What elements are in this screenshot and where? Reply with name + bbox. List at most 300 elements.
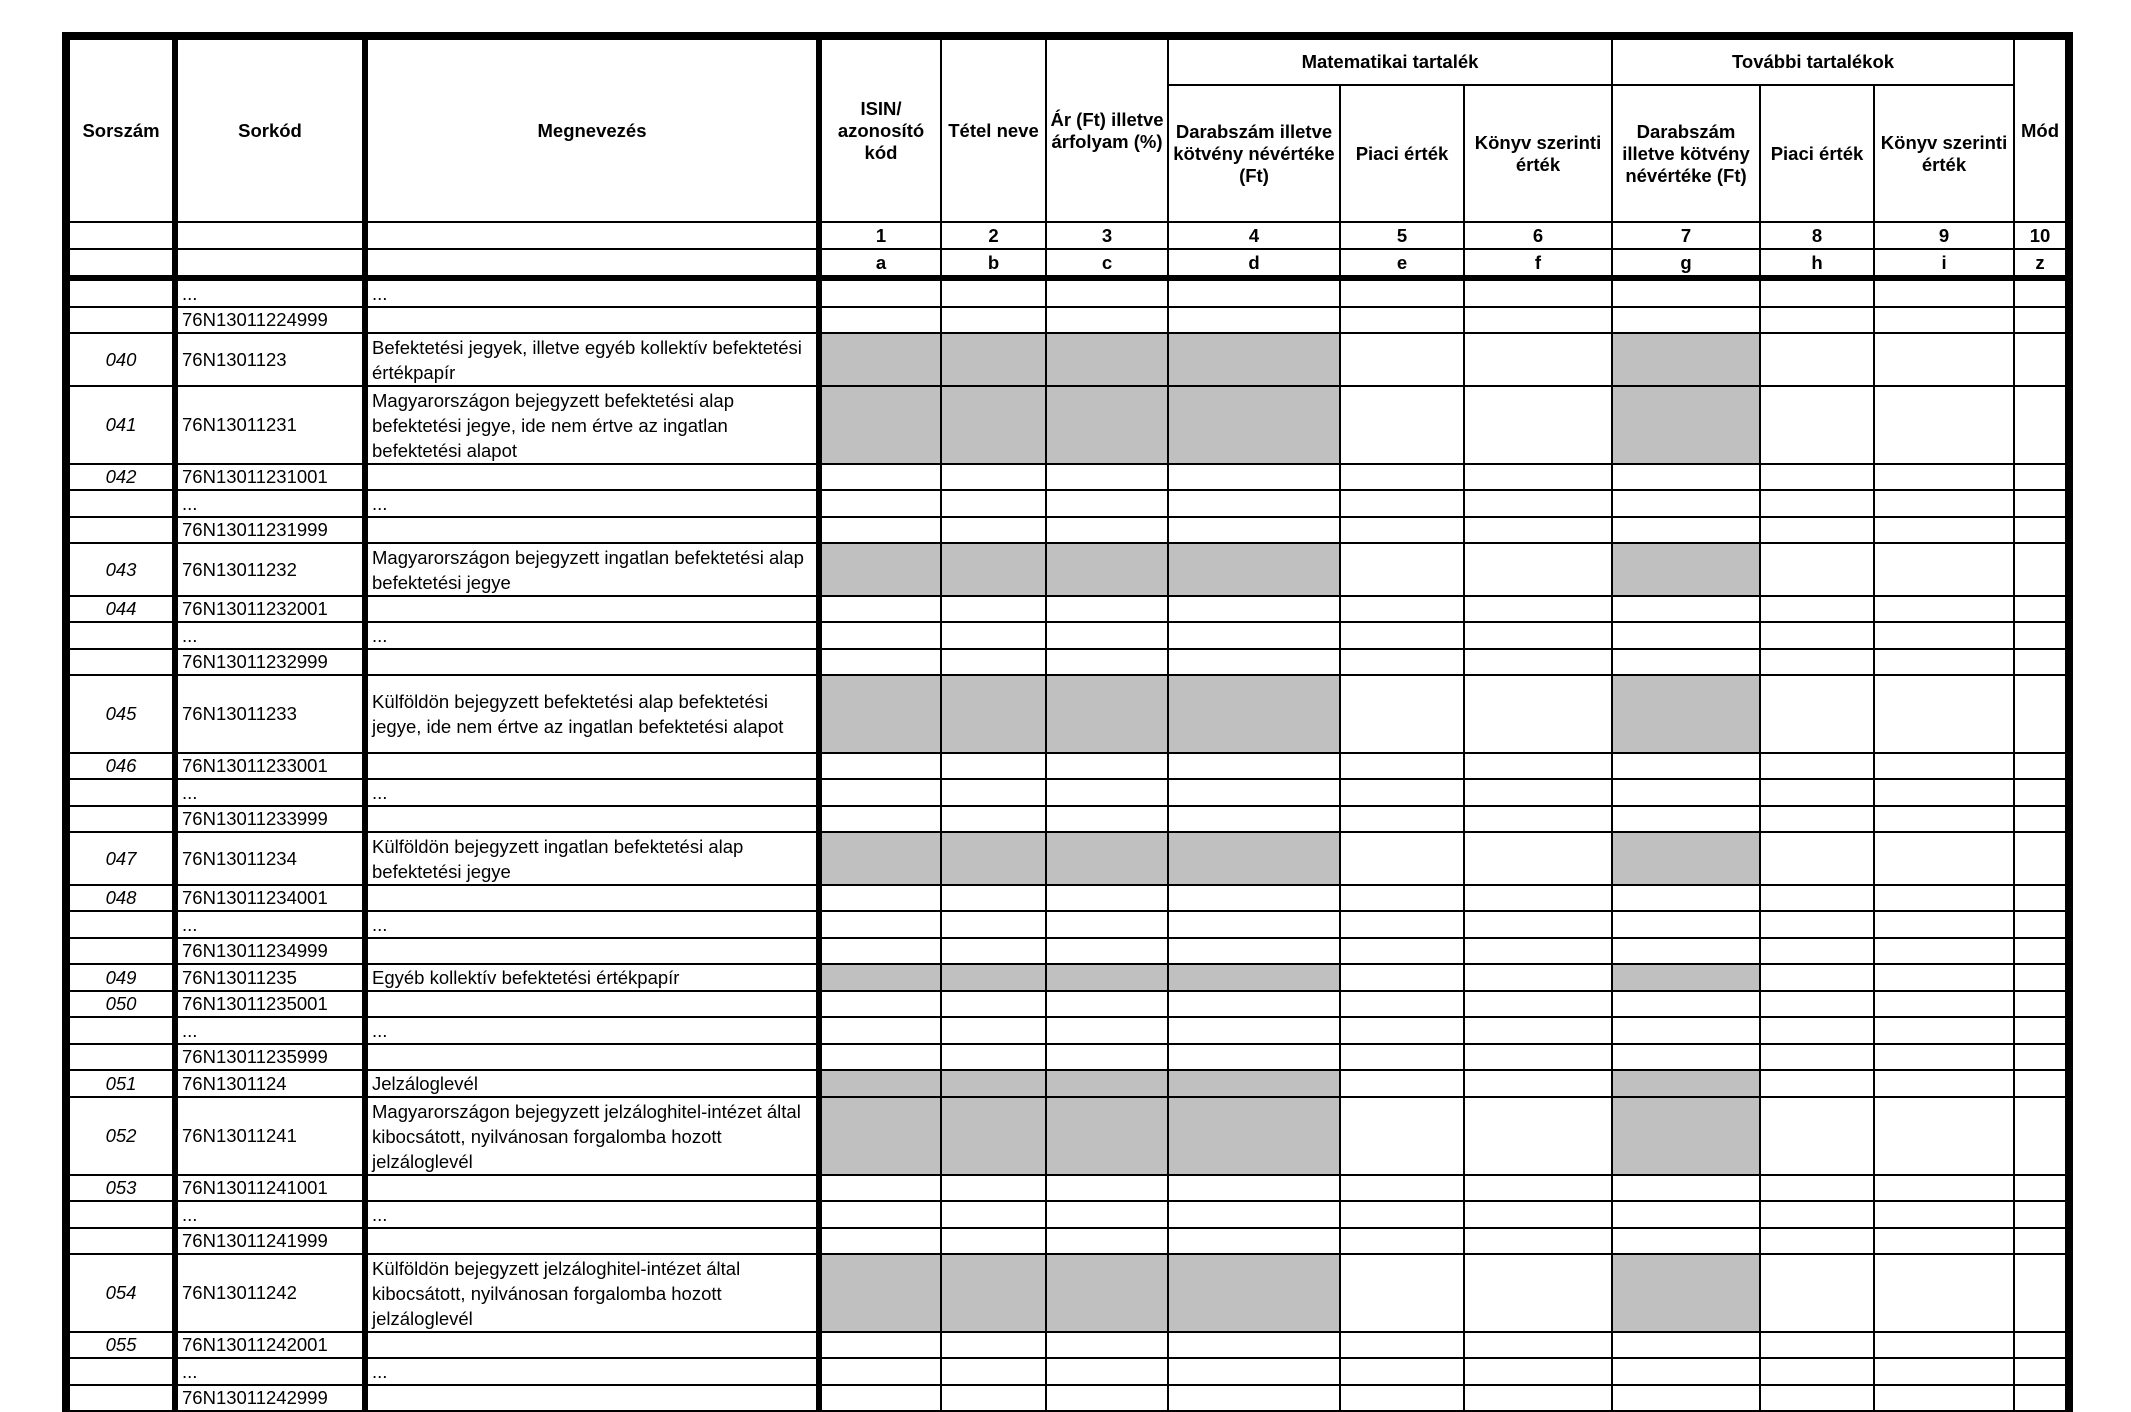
input-cell[interactable] [1046,464,1168,490]
input-cell[interactable] [941,649,1046,675]
input-cell[interactable] [1046,779,1168,806]
input-cell[interactable] [941,1332,1046,1358]
input-cell[interactable] [1464,1175,1612,1201]
input-cell[interactable] [1612,649,1760,675]
input-cell[interactable] [1046,991,1168,1017]
disabled-cell [1046,1254,1168,1332]
row-megnevezes: ... [365,779,819,806]
input-cell[interactable] [1612,753,1760,779]
input-cell[interactable] [1874,1097,2014,1175]
input-cell[interactable] [941,991,1046,1017]
input-cell[interactable] [819,1044,941,1070]
input-cell[interactable] [1168,490,1340,517]
input-cell[interactable] [1046,885,1168,911]
input-cell[interactable] [941,779,1046,806]
input-cell[interactable] [1168,1175,1340,1201]
input-cell[interactable] [1340,278,1464,307]
input-cell[interactable] [2014,885,2066,911]
disabled-cell [1168,333,1340,386]
input-cell[interactable] [1760,806,1874,832]
input-cell[interactable] [1464,938,1612,964]
input-cell[interactable] [1612,1385,1760,1411]
input-cell[interactable] [1760,1175,1874,1201]
input-cell[interactable] [1340,333,1464,386]
input-cell[interactable] [1874,779,2014,806]
disabled-cell [819,1097,941,1175]
input-cell[interactable] [1464,1385,1612,1411]
input-cell[interactable] [1168,885,1340,911]
input-cell[interactable] [1760,938,1874,964]
input-cell[interactable] [819,1017,941,1044]
input-cell[interactable] [1464,806,1612,832]
input-cell[interactable] [1464,649,1612,675]
input-cell[interactable] [1168,596,1340,622]
row-megnevezes [365,517,819,543]
input-cell[interactable] [1464,278,1612,307]
input-cell[interactable] [1046,1385,1168,1411]
input-cell[interactable] [1168,1332,1340,1358]
input-cell[interactable] [1874,333,2014,386]
input-cell[interactable] [819,1332,941,1358]
row-sorkod: 76N13011232 [175,543,365,596]
input-cell[interactable] [1046,1175,1168,1201]
input-cell[interactable] [2014,964,2066,991]
input-cell[interactable] [1340,1228,1464,1254]
row-sorszam [69,517,175,543]
input-cell[interactable] [1340,1070,1464,1097]
disabled-cell [1168,964,1340,991]
input-cell[interactable] [1464,885,1612,911]
input-cell[interactable] [1340,1358,1464,1385]
input-cell[interactable] [1046,649,1168,675]
input-cell[interactable] [2014,1097,2066,1175]
input-cell[interactable] [1464,543,1612,596]
input-cell[interactable] [819,649,941,675]
input-cell[interactable] [1168,649,1340,675]
input-cell[interactable] [1340,1385,1464,1411]
input-cell[interactable] [1340,543,1464,596]
input-cell[interactable] [819,885,941,911]
input-cell[interactable] [1464,386,1612,464]
input-cell[interactable] [1340,649,1464,675]
row-megnevezes [365,1385,819,1411]
input-cell[interactable] [1874,753,2014,779]
input-cell[interactable] [1874,1044,2014,1070]
input-cell[interactable] [1340,964,1464,991]
input-cell[interactable] [2014,307,2066,333]
input-cell[interactable] [1760,517,1874,543]
input-cell[interactable] [1464,333,1612,386]
input-cell[interactable] [1340,517,1464,543]
input-cell[interactable] [1760,1254,1874,1332]
input-cell[interactable] [819,991,941,1017]
input-cell[interactable] [1464,1254,1612,1332]
input-cell[interactable] [1760,307,1874,333]
input-cell[interactable] [1874,543,2014,596]
input-cell[interactable] [1612,622,1760,649]
input-cell[interactable] [1760,543,1874,596]
input-cell[interactable] [1340,622,1464,649]
input-cell[interactable] [1046,1332,1168,1358]
input-cell[interactable] [1340,1175,1464,1201]
input-cell[interactable] [1464,307,1612,333]
input-cell[interactable] [1340,386,1464,464]
input-cell[interactable] [2014,779,2066,806]
input-cell[interactable] [1464,464,1612,490]
input-cell[interactable] [941,1358,1046,1385]
input-cell[interactable] [1340,911,1464,938]
input-cell[interactable] [1168,806,1340,832]
input-cell[interactable] [1760,1070,1874,1097]
input-cell[interactable] [1464,832,1612,885]
input-cell[interactable] [1874,1228,2014,1254]
input-cell[interactable] [1046,911,1168,938]
input-cell[interactable] [819,278,941,307]
input-cell[interactable] [2014,991,2066,1017]
input-cell[interactable] [1464,596,1612,622]
input-cell[interactable] [1046,596,1168,622]
input-cell[interactable] [1464,964,1612,991]
table-row [69,1175,2066,1201]
col-num: 2 [941,222,1046,249]
input-cell[interactable] [1340,307,1464,333]
input-cell[interactable] [1612,490,1760,517]
input-cell[interactable] [1168,1017,1340,1044]
input-cell[interactable] [1612,911,1760,938]
input-cell[interactable] [1168,307,1340,333]
header-ar: Ár (Ft) illetve árfolyam (%) [1046,39,1168,222]
input-cell[interactable] [1874,885,2014,911]
input-cell[interactable] [2014,832,2066,885]
input-cell[interactable] [1340,885,1464,911]
input-cell[interactable] [1760,1201,1874,1228]
input-cell[interactable] [1612,596,1760,622]
input-cell[interactable] [1464,1097,1612,1175]
input-cell[interactable] [819,938,941,964]
input-cell[interactable] [941,278,1046,307]
row-sorszam: 042 [69,464,175,490]
input-cell[interactable] [1464,991,1612,1017]
input-cell[interactable] [1168,278,1340,307]
input-cell[interactable] [2014,649,2066,675]
input-cell[interactable] [2014,753,2066,779]
input-cell[interactable] [941,464,1046,490]
input-cell[interactable] [1464,1201,1612,1228]
input-cell[interactable] [1464,1017,1612,1044]
input-cell[interactable] [1168,1044,1340,1070]
input-cell[interactable] [1168,753,1340,779]
input-cell[interactable] [1874,1332,2014,1358]
input-cell[interactable] [1760,964,1874,991]
input-cell[interactable] [1340,1201,1464,1228]
input-cell[interactable] [2014,1385,2066,1411]
input-cell[interactable] [1464,1332,1612,1358]
input-cell[interactable] [2014,1070,2066,1097]
input-cell[interactable] [1046,307,1168,333]
input-cell[interactable] [1464,675,1612,753]
input-cell[interactable] [1874,832,2014,885]
row-sorkod: ... [175,1358,365,1385]
input-cell[interactable] [941,1017,1046,1044]
input-cell[interactable] [1046,1358,1168,1385]
input-cell[interactable] [1464,517,1612,543]
input-cell[interactable] [2014,1044,2066,1070]
input-cell[interactable] [1760,386,1874,464]
disabled-cell [1168,832,1340,885]
input-cell[interactable] [1464,1358,1612,1385]
input-cell[interactable] [1874,464,2014,490]
input-cell[interactable] [1340,596,1464,622]
input-cell[interactable] [1760,1385,1874,1411]
input-cell[interactable] [1168,991,1340,1017]
input-cell[interactable] [1612,1228,1760,1254]
row-megnevezes [365,307,819,333]
input-cell[interactable] [1612,1017,1760,1044]
input-cell[interactable] [941,1201,1046,1228]
input-cell[interactable] [1760,1332,1874,1358]
input-cell[interactable] [1168,517,1340,543]
input-cell[interactable] [1612,779,1760,806]
input-cell[interactable] [1612,938,1760,964]
input-cell[interactable] [1760,1017,1874,1044]
input-cell[interactable] [1874,307,2014,333]
input-cell[interactable] [1464,911,1612,938]
input-cell[interactable] [1760,278,1874,307]
input-cell[interactable] [1046,1201,1168,1228]
input-cell[interactable] [1168,464,1340,490]
input-cell[interactable] [1046,753,1168,779]
input-cell[interactable] [1464,1044,1612,1070]
input-cell[interactable] [1874,675,2014,753]
input-cell[interactable] [1340,1332,1464,1358]
input-cell[interactable] [1168,1228,1340,1254]
input-cell[interactable] [1760,649,1874,675]
input-cell[interactable] [1760,675,1874,753]
input-cell[interactable] [1760,753,1874,779]
input-cell[interactable] [2014,596,2066,622]
input-cell[interactable] [1874,278,2014,307]
input-cell[interactable] [1874,964,2014,991]
input-cell[interactable] [941,1385,1046,1411]
input-cell[interactable] [1612,885,1760,911]
input-cell[interactable] [1612,806,1760,832]
input-cell[interactable] [941,517,1046,543]
table-row [69,753,2066,779]
input-cell[interactable] [1760,991,1874,1017]
input-cell[interactable] [941,753,1046,779]
input-cell[interactable] [819,307,941,333]
input-cell[interactable] [2014,938,2066,964]
input-cell[interactable] [1760,832,1874,885]
input-cell[interactable] [1760,779,1874,806]
disabled-cell [819,964,941,991]
input-cell[interactable] [1046,938,1168,964]
input-cell[interactable] [2014,1017,2066,1044]
input-cell[interactable] [1760,464,1874,490]
input-cell[interactable] [1046,517,1168,543]
data-table [68,38,2067,1412]
input-cell[interactable] [1464,1228,1612,1254]
input-cell[interactable] [1340,1017,1464,1044]
input-cell[interactable] [1046,278,1168,307]
input-cell[interactable] [1340,806,1464,832]
input-cell[interactable] [1046,1017,1168,1044]
input-cell[interactable] [1046,490,1168,517]
input-cell[interactable] [1612,278,1760,307]
input-cell[interactable] [1874,1017,2014,1044]
row-megnevezes: Jelzáloglevél [365,1070,819,1097]
row-sorkod: ... [175,779,365,806]
input-cell[interactable] [1612,991,1760,1017]
input-cell[interactable] [1464,1070,1612,1097]
input-cell[interactable] [1874,1175,2014,1201]
input-cell[interactable] [819,1201,941,1228]
input-cell[interactable] [1168,938,1340,964]
input-cell[interactable] [1874,1201,2014,1228]
input-cell[interactable] [2014,517,2066,543]
input-cell[interactable] [1874,991,2014,1017]
input-cell[interactable] [1612,464,1760,490]
input-cell[interactable] [1612,517,1760,543]
input-cell[interactable] [1874,806,2014,832]
input-cell[interactable] [2014,278,2066,307]
input-cell[interactable] [1874,649,2014,675]
input-cell[interactable] [2014,490,2066,517]
input-cell[interactable] [1874,490,2014,517]
input-cell[interactable] [1612,1358,1760,1385]
input-cell[interactable] [2014,1358,2066,1385]
input-cell[interactable] [2014,386,2066,464]
input-cell[interactable] [941,490,1046,517]
input-cell[interactable] [1464,622,1612,649]
input-cell[interactable] [1464,779,1612,806]
input-cell[interactable] [2014,806,2066,832]
col-letter: g [1612,249,1760,278]
input-cell[interactable] [2014,1254,2066,1332]
input-cell[interactable] [1046,622,1168,649]
disabled-cell [1046,675,1168,753]
input-cell[interactable] [1168,911,1340,938]
input-cell[interactable] [1340,1254,1464,1332]
input-cell[interactable] [1760,490,1874,517]
input-cell[interactable] [819,1228,941,1254]
input-cell[interactable] [819,1358,941,1385]
input-cell[interactable] [2014,543,2066,596]
input-cell[interactable] [2014,1175,2066,1201]
input-cell[interactable] [2014,1228,2066,1254]
input-cell[interactable] [1340,832,1464,885]
input-cell[interactable] [941,1228,1046,1254]
input-cell[interactable] [1760,1358,1874,1385]
input-cell[interactable] [1760,1044,1874,1070]
input-cell[interactable] [819,622,941,649]
input-cell[interactable] [1340,464,1464,490]
input-cell[interactable] [1340,779,1464,806]
input-cell[interactable] [1874,1385,2014,1411]
input-cell[interactable] [1874,938,2014,964]
input-cell[interactable] [2014,1332,2066,1358]
input-cell[interactable] [1874,386,2014,464]
input-cell[interactable] [1874,596,2014,622]
input-cell[interactable] [1874,517,2014,543]
input-cell[interactable] [1046,1228,1168,1254]
input-cell[interactable] [1340,1044,1464,1070]
input-cell[interactable] [819,490,941,517]
input-cell[interactable] [2014,464,2066,490]
input-cell[interactable] [1874,1358,2014,1385]
input-cell[interactable] [941,806,1046,832]
input-cell[interactable] [1612,1332,1760,1358]
input-cell[interactable] [1760,911,1874,938]
input-cell[interactable] [1340,675,1464,753]
input-cell[interactable] [2014,675,2066,753]
input-cell[interactable] [1612,307,1760,333]
input-cell[interactable] [1760,1228,1874,1254]
input-cell[interactable] [1760,622,1874,649]
input-cell[interactable] [941,307,1046,333]
input-cell[interactable] [1046,1044,1168,1070]
input-cell[interactable] [941,622,1046,649]
input-cell[interactable] [1340,490,1464,517]
input-cell[interactable] [819,596,941,622]
input-cell[interactable] [819,911,941,938]
input-cell[interactable] [941,1175,1046,1201]
input-cell[interactable] [1612,1201,1760,1228]
input-cell[interactable] [819,806,941,832]
input-cell[interactable] [1340,753,1464,779]
input-cell[interactable] [1874,911,2014,938]
input-cell[interactable] [819,464,941,490]
input-cell[interactable] [1046,806,1168,832]
input-cell[interactable] [2014,911,2066,938]
table-row [69,333,2066,386]
input-cell[interactable] [1612,1044,1760,1070]
input-cell[interactable] [1760,596,1874,622]
input-cell[interactable] [1340,991,1464,1017]
input-cell[interactable] [941,911,1046,938]
input-cell[interactable] [1168,1358,1340,1385]
input-cell[interactable] [1464,753,1612,779]
input-cell[interactable] [819,517,941,543]
row-sorszam [69,938,175,964]
input-cell[interactable] [819,1175,941,1201]
input-cell[interactable] [1874,1254,2014,1332]
input-cell[interactable] [819,1385,941,1411]
input-cell[interactable] [941,938,1046,964]
input-cell[interactable] [1760,1097,1874,1175]
input-cell[interactable] [1168,1385,1340,1411]
input-cell[interactable] [941,1044,1046,1070]
input-cell[interactable] [2014,333,2066,386]
input-cell[interactable] [2014,622,2066,649]
input-cell[interactable] [1874,622,2014,649]
input-cell[interactable] [819,779,941,806]
input-cell[interactable] [1760,885,1874,911]
input-cell[interactable] [1464,490,1612,517]
input-cell[interactable] [941,596,1046,622]
input-cell[interactable] [1340,938,1464,964]
input-cell[interactable] [1612,1175,1760,1201]
input-cell[interactable] [819,753,941,779]
input-cell[interactable] [2014,1201,2066,1228]
input-cell[interactable] [1874,1070,2014,1097]
input-cell[interactable] [1340,1097,1464,1175]
input-cell[interactable] [1168,779,1340,806]
input-cell[interactable] [1168,1201,1340,1228]
input-cell[interactable] [941,885,1046,911]
input-cell[interactable] [1760,333,1874,386]
input-cell[interactable] [1168,622,1340,649]
